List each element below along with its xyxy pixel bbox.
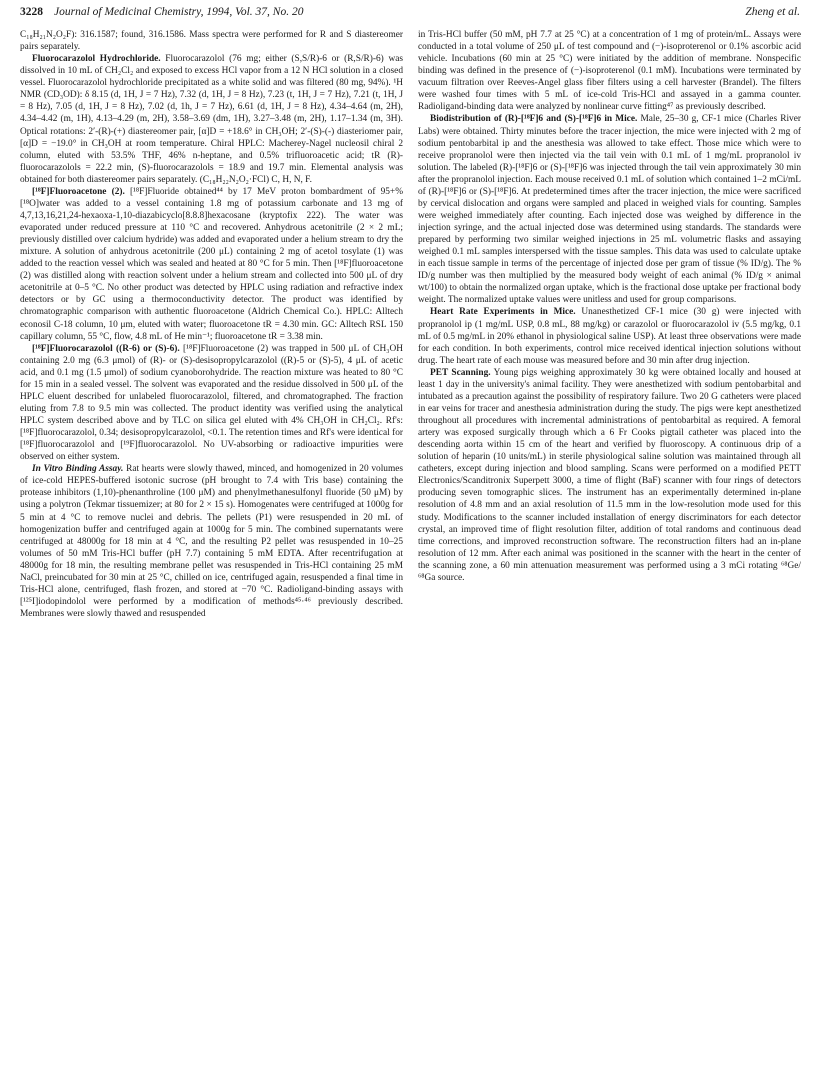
paragraph <box>20 53 403 186</box>
paragraph-heading: [¹⁸F]Fluoroacetone (2). <box>32 186 125 197</box>
right-column <box>418 29 801 1063</box>
paragraph-text: [¹⁸F]Fluoride obtained⁴⁴ by 17 MeV proton bombardment of 95+% [¹⁸O]water was added to a vessel containing 1.8 mg of potassium carbonate and 13 mg of 4,7,13,16,21,24-hexaoxa-1,10-diazabicyclo[8.8.8]hexacosane (kryptofix 222). The water was evaporated under reduced pressure at 110 °C and recovered. Anhydrous acetonitrile (2 × 2 mL; previously distilled over calcium hydride) was added and evaporated under a helium stream to dry the mixture. A solution of anhydrous acetonitrile (200 μL) containing 2 mg of acetol tosylate (1) was added to the reaction vessel which was sealed and heated at 80 °C for 5 min. Then [¹⁸F]fluoroacetone (2) was distilled along with reaction solvent under a helium stream and collected into 500 μL of dry acetonitrile at 0–5 °C. No other product was detected by HPLC using radiation and refractive index detectors or by GC using a thermoconductivity detector. The product was identified by chromatographic comparison with authentic fluoroacetone (Aldrich Chemical Co.). HPLC: Alltech econosil C-18 column, 10 μm, eluted with water; fluoroacetone tR = 4.30 min. GC: Alltech RSL 150 capillary column, 55 °C, flow, 4.8 mL of He min⁻¹; fluoroacetone tR = 3.38 min. <box>20 186 403 342</box>
paragraph-text: [¹⁸F]Fluoroacetone (2) was trapped in 500 μL of CH₃OH containing 2.0 mg (6.3 μmol) of (R)- or (S)-desisopropylcarazolol ((R)-5 or (S)-5), 4 μL of acetic acid, and 0.1 mg (1.5 μmol) of sodium cyanoborohydride. The reaction mixture was heated to 80 °C for 15 min in a sealed vessel. The solvent was evaporated and the residue dissolved in 500 μL of the HPLC eluent described for unlabeled fluorocarazolol, filtered, and chromatographed. The fraction eluting from 7.8 to 9.5 min was collected. The product identity was verified using the analytical HPLC system described above and by TLC on silica gel eluted with 4% CH₃OH in CH₂Cl₂. Rf's: [¹⁸F]fluorocarazolol, 0.34; desisopropylcarazolol, <0.1. The retention times and Rf's were identical for [¹⁸F]fluorocarazolol and [¹⁹F]fluorocarazolol. No UV-absorbing or radioactive impurities were observed on either system. <box>20 343 403 463</box>
paragraph-heading: In Vitro Binding Assay. <box>32 464 124 475</box>
paragraph-text: in Tris-HCl buffer (50 mM, pH 7.7 at 25 °C) at a concentration of 1 mg of protein/mL. Assays were conducted in a total volume of 250 μL of test compound and (−)-isoproterenol or 0.1% ascorbic acid vehicle. Incubations (60 min at 25 °C) were initiated by the addition of membrane. Nonspecific binding was defined in the presence of (−)-isoproterenol (0.1 mM). Incubations were terminated by vacuum filtration over Reeves-Angel glass fiber filters using a cell harvester (Brandel). The filters were washed four times with 5 mL of ice-cold Tris-HCl and assayed in a gamma counter. Radioligand-binding data were analyzed by nonlinear curve fitting⁴⁷ as previously described. <box>418 30 801 113</box>
paragraph <box>20 29 403 53</box>
page-header <box>20 6 800 24</box>
paragraph-text: C₁₈H₂₁N₂O₂F): 316.1587; found, 316.1586. Mass spectra were performed for R and S diastereomer pairs separately. <box>20 30 403 53</box>
paragraph-heading: Fluorocarazolol Hydrochloride. <box>32 54 161 65</box>
paragraph-heading: Heart Rate Experiments in Mice. <box>430 307 576 318</box>
paragraph <box>418 113 801 306</box>
paragraph-text: Unanesthetized CF-1 mice (30 g) were injected with propranolol ip (1 mg/mL USP, 0.8 mL, 88 mg/kg) or carazolol or fluorocarazolol iv (5.5 mg/kg, 0.1 mL of 0.5 mg/mL in 20% ethanol in physiological saline USP). At least three observations were made for each condition. In both experiments, control mice received identical injection solutions without drug. The heart rate of each mouse was measured before and 30 min after drug injection. <box>418 307 801 366</box>
paragraph-heading: [¹⁸F]Fluorocarazolol ((R-6) or (S)-6). <box>32 343 180 354</box>
running-author: Zheng et al. <box>745 6 800 18</box>
paragraph <box>418 367 801 584</box>
paragraph-text: Fluorocarazolol (76 mg; either (S,S/R)-6 or (R,S/R)-6) was dissolved in 10 mL of CH₂Cl₂ and exposed to excess HCl vapor from a 12 N HCl solution in a closed vessel. Fluorocarazolol hydrochloride precipitated as a white solid and was filtered (80 mg, 94%). ¹H NMR (CD₃OD): δ 8.15 (d, 1H, J = 7 Hz), 7.32 (d, 1H, J = 8 Hz), 7.23 (t, 1H, J = 7 Hz), 7.21 (t, 1H, J = 8 Hz), 7.05 (d, 1H, J = 8 Hz), 7.02 (d, 1h, J = 7 Hz), 6.61 (d, 1H, J = 8 Hz), 4.34–4.64 (m, 2H), 4.34–4.42 (m, 1H), 4.13–4.29 (m, 2H), 3.58–3.69 (dm, 1H), 3.27–3.48 (m, 2H), 1.17–1.34 (m, 3H). Optical rotations: 2′-(R)-(+) diastereomer pair, [α]D = +18.6° in CH₃OH; 2′-(S)-(-) diasteriomer pair, [α]D = −19.0° in CH₃OH at room temperature. Chiral HPLC: Macherey-Nagel nucleosil chiral 2 column, eluted with 53.5% THF, 46% n-heptane, and 0.5% trifluoroacetic acid; tR (R)-fluorocarazolols = 22.2 min, (S)-fluorocarazolols = 18.9 and 19.7 min. Elemental analysis was obtained for both diastereomer pairs separately. (C₁₈H₂₂N₂O₂·FCl) C, H, N, F. <box>20 54 403 185</box>
paragraph-text: Rat hearts were slowly thawed, minced, and homogenized in 20 volumes of ice-cold HEPES-buffered isotonic sucrose (pH brought to 7.4 with Tris base) containing the protease inhibitors (1,10)-phenanthroline (100 μM) and phenylmethanesulfonyl fluoride (50 μM) by using a polytron (Tekmar tissuemizer; at 80 for 2 × 15 s). Homogenates were centrifuged at 1000g for 5 min at 4 °C to remove nuclei and debris. The pellets (P1) were resuspended in 20 mL of homogenization buffer and centrifuged again at 1000g for 5 min. The combined supernatants were centrifuged at 48000g for 18 min at 4 °C, and the resulting P2 pellet was resuspended in 10–25 volumes of 50 mM Tris-HCl buffer (pH 7.7) containing 5 mM EDTA. After recentrifugation at 48000g for 18 min, the resulting membrane pellet was resuspended in Tris-HCl containing 25 mM NaCl, preincubated for 30 min at 25 °C, chilled on ice, centrifuged again, resuspended a final time in Tris-HCl alone, centrifuged, flash frozen, and stored at −70 °C. Radioligand-binding assays with [¹²⁵I]iodopindolol were performed by a modification of methods⁴⁵·⁴⁶ previously described. Membranes were slowly thawed and resuspended <box>20 464 403 619</box>
paragraph-text: Male, 25–30 g, CF-1 mice (Charles River Labs) were obtained. Thirty minutes before the tracer injection, the mice were injected with 2 mg of sodium pentobarbital ip and the anesthesia was allowed to take effect. Those mice which were to receive propranolol were then injected via the tail vein with 0.1 mL of 1 mg/mL propranolol iv solution. The labeled (R)-[¹⁸F]6 or (S)-[¹⁸F]6 was injected through the tail vein approximately 30 min after the propranolol injection. Each mouse received 0.1 mL of solution which contained 1–2 mCi/mL of (R)-[¹⁸F]6 or (S)-[¹⁸F]6. At predetermined times after the tracer injection, the mice were sacrificed by cervical dislocation and organs were sampled and placed in weighed vials for counting. Samples were weighed immediately after counting. Each injected dose was weighed by difference in the injection syringe, and the actual injected dose was determined using standards. The standards were prepared by performing two similar weighed injections in 25 mL volumetric flasks and assaying weighed 0.1 mL samples interspersed with the tissue samples. This data was used to calculate uptake in each tissue sample in terms of the percentage of injected dose per gram of tissue (% ID/g). The % ID/g number was then multiplied by the measured body weight of each animal (% ID/g × animal wt/100) to obtain the normalized organ uptake, which is the fractional dose uptake per fractional body weight. The normalized uptake values were unitless and used for group comparisons. <box>418 114 801 306</box>
paragraph-heading: Biodistribution of (R)-[¹⁸F]6 and (S)-[¹⁸F]6 in Mice. <box>430 114 638 125</box>
paragraph <box>20 463 403 620</box>
paragraph-heading: PET Scanning. <box>430 367 491 378</box>
journal-citation: Journal of Medicinal Chemistry, 1994, Vol. 37, No. 20 <box>54 6 304 18</box>
paragraph <box>20 186 403 343</box>
paragraph-text: Young pigs weighing approximately 30 kg were obtained locally and housed at least 1 day in the university's animal facility. They were anesthetized with sodium pentobarbital and intubated as a precaution against the possibility of respiratory failure. Two 20 G catheters were placed in ear veins for tracer and anesthesia administration during the study. The pigs were kept anesthetized throughout all procedures with incremental administrations of pentobarbital as required. A femoral artery was exposed surgically through which a 6 Fr Cooks pigtail catheter was placed into the descending aorta within 15 cm of the heart and verified by fluoroscopy. A continuous drip of a solution of heparin (10 units/mL) in sterile physiological saline solution was maintained through all catheters, except during injection and blood sampling. Scans were performed on a modified PETT Electronics/Scanditronix Superpett 3000, a time of flight (BaF) scanner with four rings of detectors producing seven tomographic slices. The instrument has an experimentally determined in-plane resolution of 4.8 mm and an axial resolution of 11.5 mm in the low-resolution mode used for this study. Modifications to the scanner included installation of energy discriminators for each detector crystal, an improved time of flight resolution filter, addition of total randoms and continuous dead time corrections, and improved reconstruction software. The reconstruction filters had an in-plane resolution of 12 mm. After each animal was positioned in the scanner with the heart in the center of the scanning zone, a 60 min attenuation measurement was performed using a 3 mCi rotating ⁶⁸Ge/⁶⁸Ga source. <box>418 367 801 583</box>
left-column <box>20 29 403 1063</box>
page-number: 3228 <box>20 6 43 18</box>
paragraph <box>20 343 403 464</box>
paragraph <box>418 306 801 366</box>
paragraph <box>418 29 801 113</box>
